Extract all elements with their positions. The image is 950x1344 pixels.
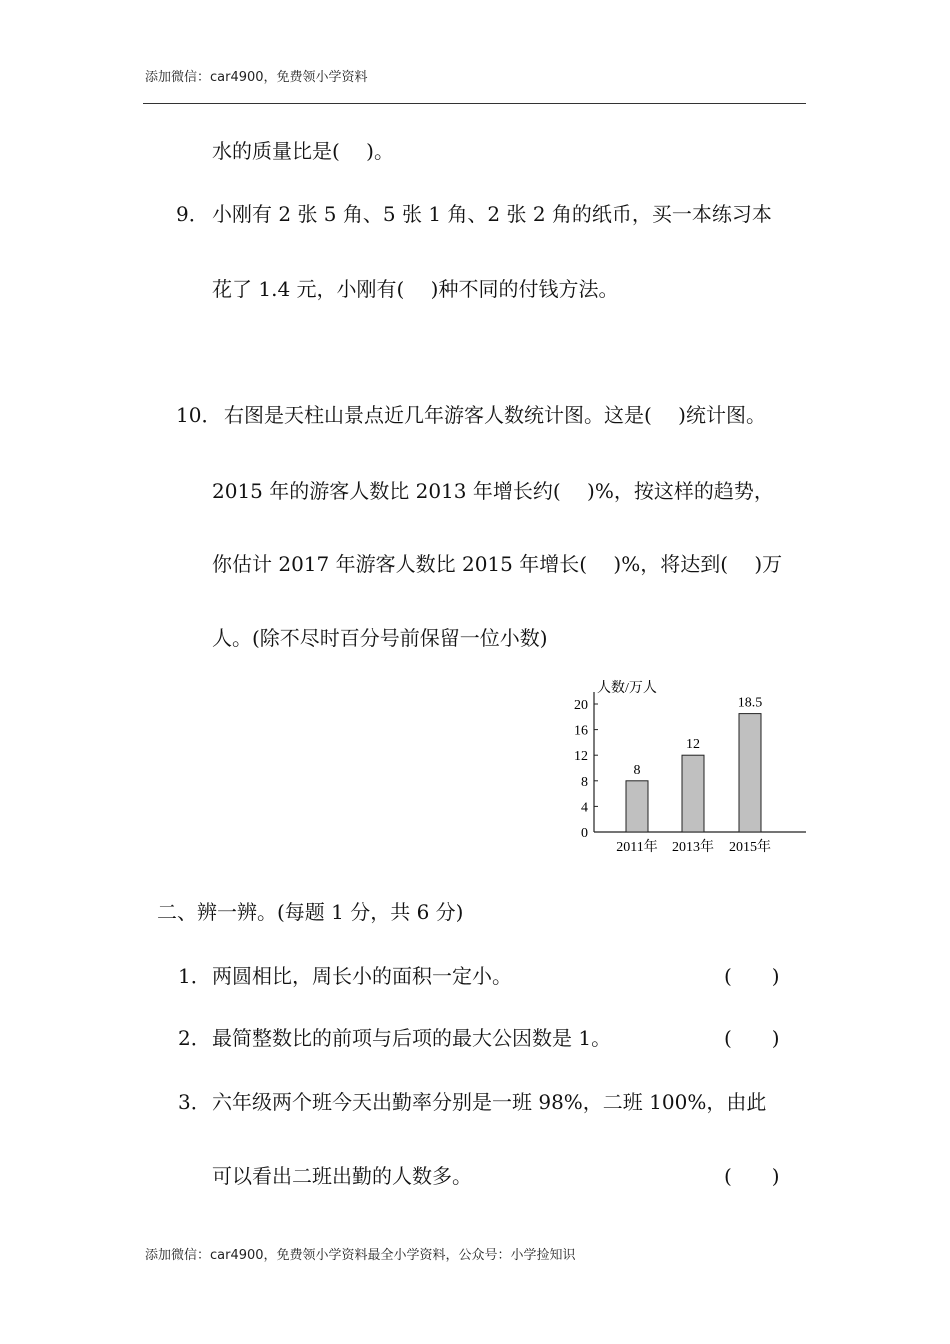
bar-2013年	[682, 755, 704, 832]
q10-line3: 你估计 2017 年游客人数比 2015 年增长( )%，将达到( )万	[212, 552, 783, 576]
q10-line4: 人。(除不尽时百分号前保留一位小数)	[212, 626, 548, 650]
bar-data-label: 8	[633, 762, 641, 778]
s2-item1-number: 1．	[178, 964, 211, 988]
page-header: 添加微信：car4900，免费领小学资料	[145, 70, 368, 85]
s2-item2-text: 最简整数比的前项与后项的最大公因数是 1。	[212, 1026, 612, 1050]
y-tick-label: 4	[581, 800, 588, 816]
s2-item3-text2: 可以看出二班出勤的人数多。	[212, 1164, 472, 1188]
chart-ylabel: 人数/万人	[597, 681, 657, 696]
bar-data-label: 12	[686, 737, 700, 753]
y-tick-label: 0	[581, 826, 588, 841]
x-category-label: 2015年	[729, 840, 771, 855]
page-footer: 添加微信：car4900，免费领小学资料最全小学资料，公众号：小学捡知识	[145, 1248, 576, 1263]
q10-line1: 右图是天柱山景点近几年游客人数统计图。这是( )统计图。	[224, 403, 766, 427]
x-category-label: 2013年	[672, 840, 714, 855]
y-tick-label: 12	[574, 749, 588, 765]
bar-2015年	[739, 714, 761, 832]
section2-title: 二、辨一辨。(每题 1 分，共 6 分)	[157, 900, 464, 924]
x-category-label: 2011年	[616, 840, 658, 855]
header-rule	[143, 103, 806, 104]
q9-line2: 花了 1.4 元，小刚有( )种不同的付钱方法。	[212, 277, 619, 301]
q8-tail: 水的质量比是( )。	[212, 139, 394, 163]
q10-number: 10．	[176, 403, 222, 427]
y-tick-label: 8	[581, 774, 588, 790]
q9-number: 9．	[176, 202, 209, 226]
y-tick-label: 20	[574, 698, 588, 713]
s2-item3-number: 3．	[178, 1090, 211, 1114]
s2-item2-number: 2．	[178, 1026, 211, 1050]
bar-data-label: 18.5	[737, 695, 763, 711]
s2-item1-answer-paren[interactable]: ( )	[724, 964, 780, 988]
q10-line2: 2015 年的游客人数比 2013 年增长约( )%，按这样的趋势，	[212, 479, 774, 503]
s2-item1-text: 两圆相比，周长小的面积一定小。	[212, 964, 512, 988]
q9-line1: 小刚有 2 张 5 角、5 张 1 角、2 张 2 角的纸币，买一本练习本	[212, 202, 772, 226]
s2-item3-answer-paren[interactable]: ( )	[724, 1164, 780, 1188]
s2-item2-answer-paren[interactable]: ( )	[724, 1026, 780, 1050]
s2-item3-text: 六年级两个班今天出勤率分别是一班 98%，二班 100%，由此	[212, 1090, 767, 1114]
bar-2011年	[626, 781, 648, 832]
y-tick-label: 16	[574, 723, 588, 739]
tourist-bar-chart	[560, 672, 820, 862]
